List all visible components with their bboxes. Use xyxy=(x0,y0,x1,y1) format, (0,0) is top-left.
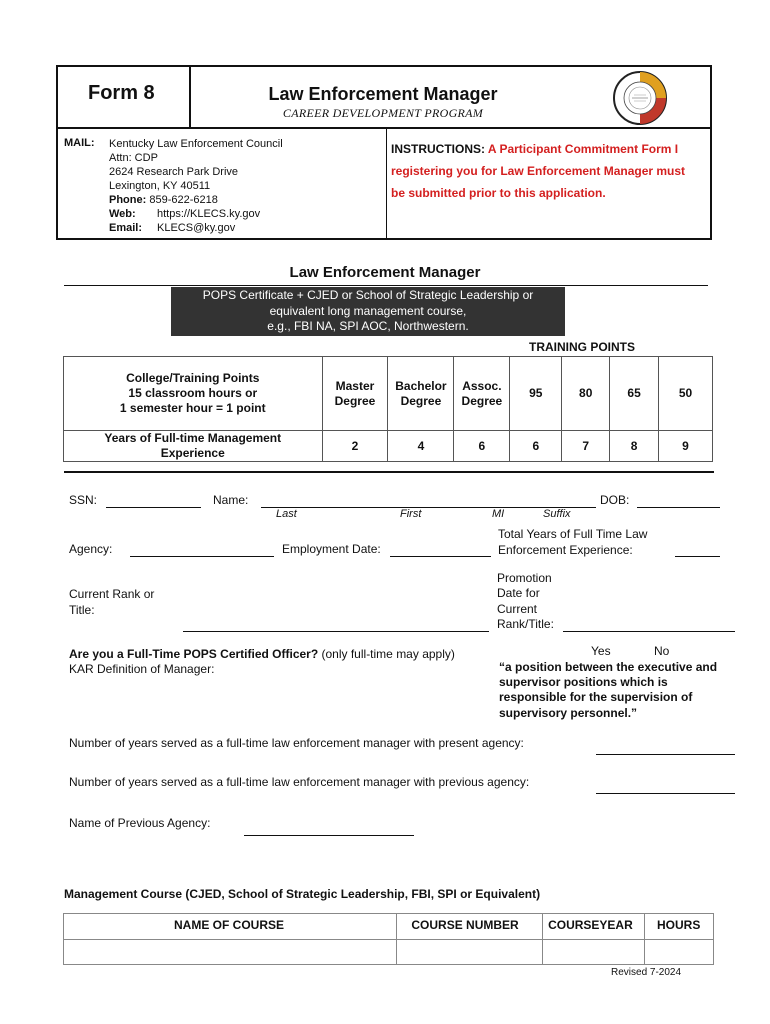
yes-option[interactable]: Yes xyxy=(591,644,611,658)
definition-line: supervisory personnel.” xyxy=(499,705,638,720)
instructions-text: be submitted prior to this application. xyxy=(391,186,606,200)
dob-label: DOB: xyxy=(600,493,630,507)
table-cell: 6 xyxy=(510,431,562,462)
employment-date-field[interactable] xyxy=(390,556,491,557)
hours-header: HOURS xyxy=(645,914,714,940)
agency-field[interactable] xyxy=(130,556,274,557)
email-label: Email: xyxy=(109,222,143,234)
last-sublabel: Last xyxy=(276,508,297,520)
master-degree-header xyxy=(322,357,388,431)
label-line: Promotion xyxy=(497,571,552,585)
previous-agency-field[interactable] xyxy=(244,835,414,836)
employment-date-label: Employment Date: xyxy=(282,542,381,556)
label-line: Current xyxy=(497,601,538,616)
promotion-date-label xyxy=(497,571,554,632)
years-previous-field[interactable] xyxy=(596,793,735,794)
email-link[interactable]: KLECS@ky.gov xyxy=(157,222,236,234)
divider xyxy=(64,285,708,286)
instructions-text: registering you for Law Enforcement Manager must xyxy=(391,164,686,178)
header-line: Degree xyxy=(461,393,503,408)
label-line: Total Years of Full Time Law xyxy=(498,527,648,541)
hours-cell[interactable] xyxy=(645,940,714,965)
current-rank-label xyxy=(69,586,154,618)
previous-agency-label: Name of Previous Agency: xyxy=(69,816,211,830)
kar-definition xyxy=(499,660,717,721)
name-of-course-header: NAME OF COURSE xyxy=(64,914,397,940)
first-sublabel: First xyxy=(400,508,422,520)
agency-label: Agency: xyxy=(69,542,113,556)
ssn-label: SSN: xyxy=(69,493,98,507)
instructions xyxy=(391,138,707,204)
section-title: Law Enforcement Manager xyxy=(289,264,481,281)
course-number-header: COURSE NUMBER xyxy=(397,914,543,940)
mail-label: MAIL: xyxy=(64,137,95,149)
table-row xyxy=(64,357,713,431)
label-line: 1 semester hour = 1 point xyxy=(119,401,266,415)
label-line: Years of Full-time Management xyxy=(104,431,282,445)
requirement-line: e.g., FBI NA, SPI AOC, Northwestern. xyxy=(267,319,469,333)
kar-label: KAR Definition of Manager: xyxy=(69,662,215,676)
label-line: Date for xyxy=(497,586,540,601)
instructions-label: INSTRUCTIONS: xyxy=(391,142,485,156)
table-row xyxy=(64,431,713,462)
table-cell: 2 xyxy=(322,431,388,462)
header-line: Assoc. xyxy=(462,378,502,393)
definition-line: “a position between the executive and xyxy=(499,660,718,674)
row-label-experience xyxy=(64,431,323,462)
bachelor-degree-header xyxy=(388,357,454,431)
header-line: Degree xyxy=(334,393,376,408)
requirement-line: POPS Certificate + CJED or School of Strategic Leadership or xyxy=(202,288,534,302)
course-year-cell[interactable] xyxy=(543,940,645,965)
form-title: Law Enforcement Manager xyxy=(268,84,498,104)
total-years-label xyxy=(498,526,647,558)
table-row xyxy=(64,940,714,965)
requirement-banner xyxy=(171,287,565,336)
points-95: 95 xyxy=(510,357,562,431)
council-seal xyxy=(612,70,668,126)
form-number: Form 8 xyxy=(88,82,155,104)
training-points-table xyxy=(63,356,713,462)
training-points-caption: TRAINING POINTS xyxy=(529,340,636,354)
label-line: Experience xyxy=(160,446,225,460)
divider xyxy=(64,471,714,473)
name-label: Name: xyxy=(213,493,249,507)
table-cell: 9 xyxy=(659,431,713,462)
no-option[interactable]: No xyxy=(654,644,670,658)
requirement-line: equivalent long management course, xyxy=(269,303,467,318)
mi-sublabel: MI xyxy=(492,508,505,520)
label-line: 15 classroom hours or xyxy=(128,386,258,400)
address-line: 2624 Research Park Drive xyxy=(109,166,239,178)
table-header-row xyxy=(64,914,714,940)
table-cell: 4 xyxy=(388,431,454,462)
promotion-date-field[interactable] xyxy=(563,631,735,632)
course-number-cell[interactable] xyxy=(397,940,543,965)
label-line: Title: xyxy=(69,603,95,617)
address-line: Kentucky Law Enforcement Council xyxy=(109,138,283,150)
mail-address xyxy=(109,137,283,235)
course-year-header: COURSEYEAR xyxy=(543,914,645,940)
ssn-field[interactable] xyxy=(106,507,201,508)
phone-label: Phone: xyxy=(109,194,147,206)
points-50: 50 xyxy=(659,357,713,431)
dob-field[interactable] xyxy=(637,507,720,508)
label-line: Rank/Title: xyxy=(497,616,554,631)
label-line: Enforcement Experience: xyxy=(498,543,633,557)
address-line: Attn: CDP xyxy=(109,152,158,164)
header-line: Master xyxy=(335,378,375,393)
header-line: Degree xyxy=(400,393,442,408)
address-line: Lexington, KY 40511 xyxy=(109,180,211,192)
points-65: 65 xyxy=(610,357,659,431)
label-line: Current Rank or xyxy=(69,587,155,601)
definition-line: supervisor positions which is xyxy=(499,675,668,690)
years-present-field[interactable] xyxy=(596,754,735,755)
assoc-degree-header xyxy=(454,357,510,431)
table-cell: 7 xyxy=(562,431,610,462)
revised-date: Revised 7-2024 xyxy=(611,967,682,978)
current-rank-field[interactable] xyxy=(183,631,489,632)
pops-question-text: Are you a Full-Time POPS Certified Officer? xyxy=(69,647,319,661)
course-name-cell[interactable] xyxy=(64,940,397,965)
years-previous-label: Number of years served as a full-time law enforcement manager with previous agency: xyxy=(69,775,530,789)
program-name: CAREER DEVELOPMENT PROGRAM xyxy=(282,106,484,120)
table-cell: 6 xyxy=(454,431,510,462)
row-label-college xyxy=(64,357,323,431)
pops-note: (only full-time may apply) xyxy=(318,647,455,661)
total-years-field[interactable] xyxy=(675,556,720,557)
course-table xyxy=(63,913,714,965)
pops-question xyxy=(69,647,455,661)
points-80: 80 xyxy=(562,357,610,431)
web-link[interactable]: https://KLECS.ky.gov xyxy=(157,208,261,220)
label-line: College/Training Points xyxy=(126,371,260,385)
instructions-text: A Participant Commitment Form I xyxy=(487,142,679,156)
phone-value: 859-622-6218 xyxy=(149,194,218,206)
definition-line: responsible for the supervision of xyxy=(499,690,693,705)
suffix-sublabel: Suffix xyxy=(543,508,571,520)
table-cell: 8 xyxy=(610,431,659,462)
course-section-title: Management Course (CJED, School of Strategic Leadership, FBI, SPI or Equivalent) xyxy=(64,887,541,901)
web-label: Web: xyxy=(109,208,136,220)
header-line: Bachelor xyxy=(395,378,447,393)
years-present-label: Number of years served as a full-time law enforcement manager with present agency: xyxy=(69,736,524,750)
